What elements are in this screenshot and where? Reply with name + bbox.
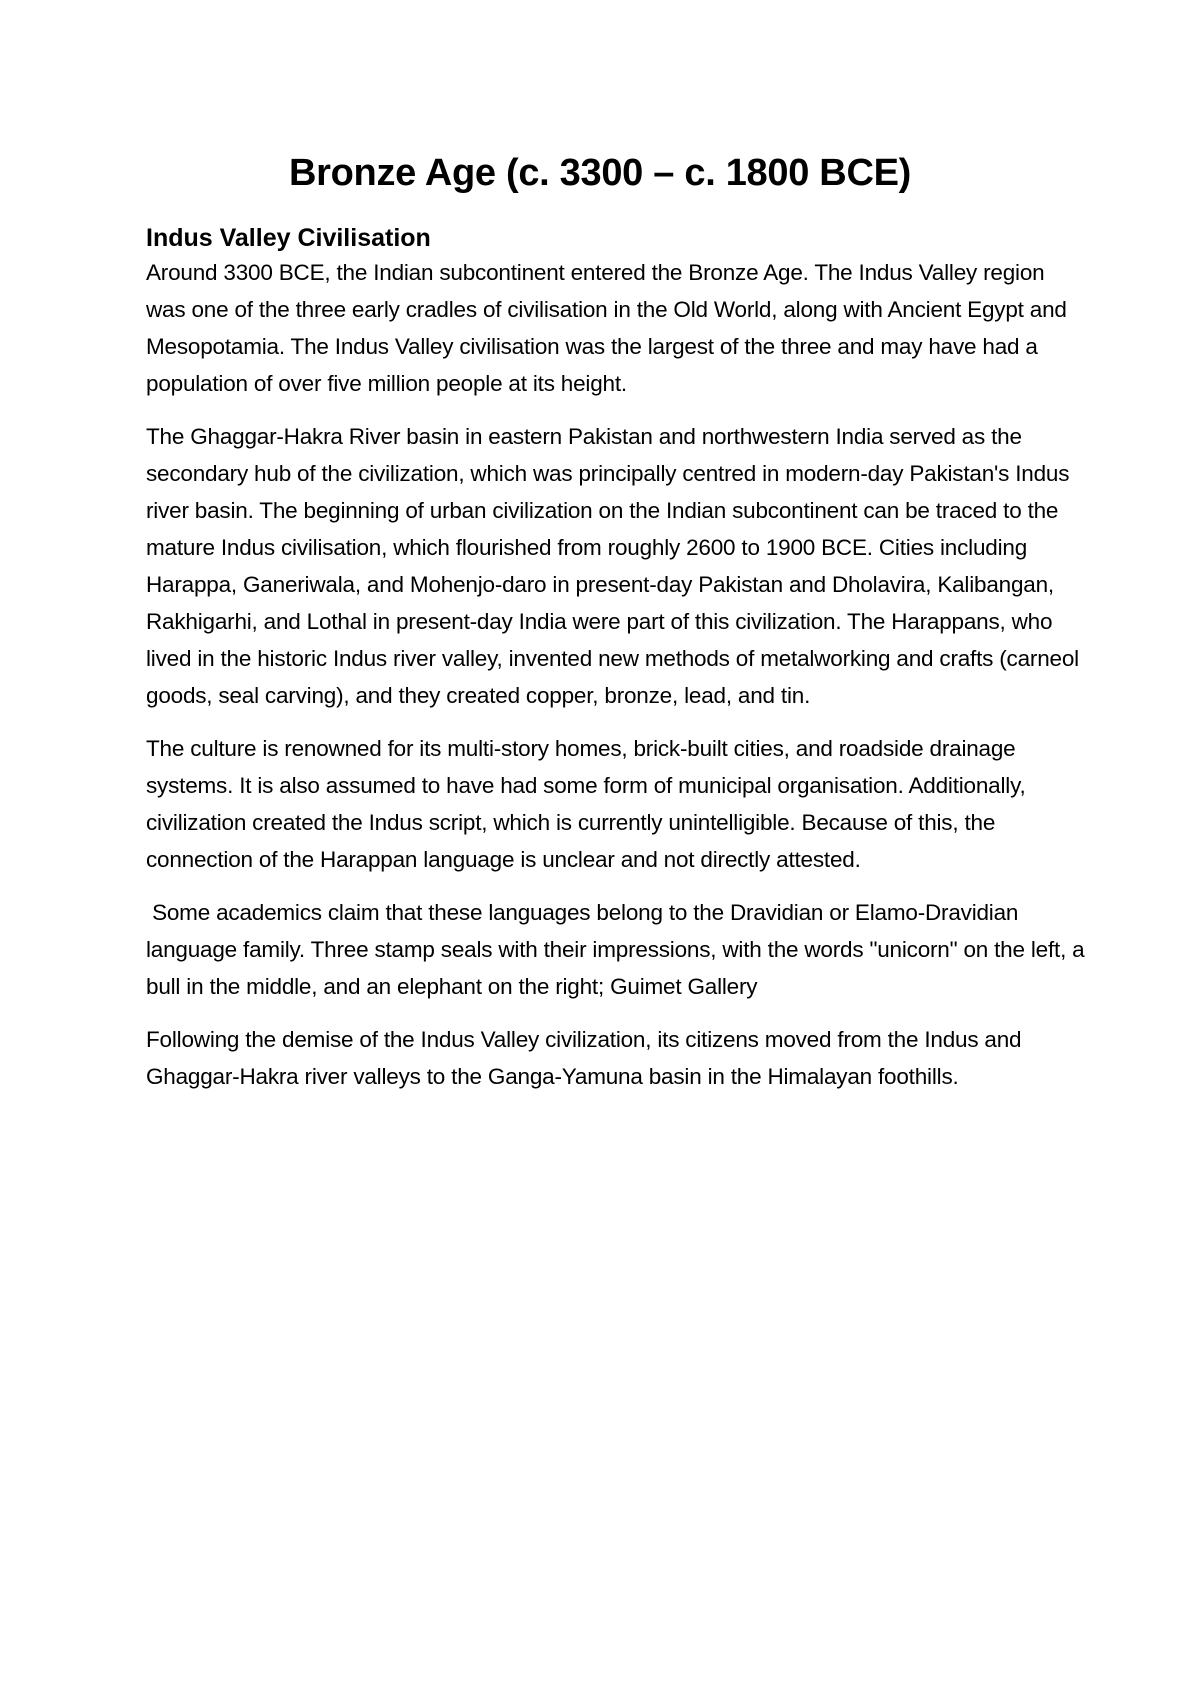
paragraph-3: The culture is renowned for its multi-story homes, brick-built cities, and roadside drainage systems. It is also assumed to have had some form of municipal organisation. Additionally, civilization created the Indus script, which is currently unintelligible. Because of this, the connection of the Harappan language is unclear and not directly attested. (146, 736, 1026, 872)
paragraph-1: Around 3300 BCE, the Indian subcontinent entered the Bronze Age. The Indus Valley region was one of the three early cradles of civilisation in the Old World, along with Ancient Egypt and Mesopotamia. The Indus Valley civilisation was the largest of the three and may have had a population of over five million people at its height. (146, 260, 1067, 396)
paragraph-4: Some academics claim that these languages belong to the Dravidian or Elamo-Dravidian language family. Three stamp seals with their impressions, with the words "unicorn" on the left, a bull in the middle, and an elephant on the right; Guimet Gallery (146, 900, 1091, 999)
paragraph-5: Following the demise of the Indus Valley civilization, its citizens moved from the Indus and Ghaggar-Hakra river valleys to the Ganga-Yamuna basin in the Himalayan foothills. (146, 1027, 1022, 1089)
document-body (146, 222, 1091, 1111)
paragraph-2: The Ghaggar-Hakra River basin in eastern Pakistan and northwestern India served as the secondary hub of the civilization, which was principally centred in modern-day Pakistan's Indus river basin. The beginning of urban civilization on the Indian subcontinent can be traced to the mature Indus civilisation, which flourished from roughly 2600 to 1900 BCE. Cities including Harappa, Ganeriwala, and Mohenjo-daro in present-day Pakistan and Dholavira, Kalibangan, Rakhigarhi, and Lothal in present-day India were part of this civilization. The Harappans, who lived in the historic Indus river valley, invented new methods of metalworking and crafts (carneol goods, seal carving), and they created copper, bronze, lead, and tin. (146, 424, 1079, 708)
section-heading: Indus Valley Civilisation (146, 224, 431, 252)
document-title: Bronze Age (c. 3300 – c. 1800 BCE) (289, 152, 911, 194)
